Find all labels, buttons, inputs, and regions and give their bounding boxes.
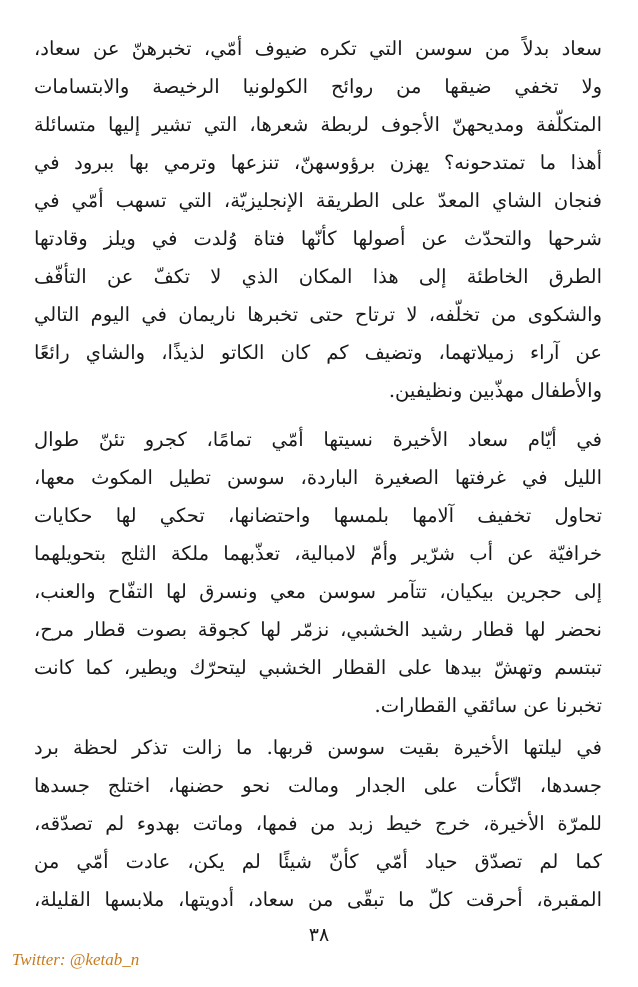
text-line: جسدها، اتّكأت على الجدار ومالت نحو حضنها، اختلج جسدها	[34, 774, 602, 797]
text-line: في أيّام سعاد الأخيرة نسيتها أمّي تمامًا، كجرو تئنّ طوال	[34, 428, 602, 451]
text-line: كما لم تصدّق حياد أمّي كأنّ شيئًا لم يكن، عادت أمّي من	[34, 850, 602, 873]
text-line: سعاد بدلاً من سوسن التي تكره ضيوف أمّي، تخبرهنّ عن سعاد،	[34, 37, 602, 60]
text-line: فنجان الشاي المعدّ على الطريقة الإنجليزيّة، التي تسهب أمّي في	[34, 189, 602, 212]
text-line: المتكلّفة ومديحهنّ الأجوف لربطة شعرها، التي تشير إليها متسائلة	[34, 113, 602, 136]
text-line: تحاول تخفيف آلامها بلمسها واحتضانها، تحكي لها حكايات	[34, 504, 602, 527]
text-line: عن آراء زميلاتهما، وتضيف كم كان الكاتو لذيذًا، والشاي رائعًا	[34, 341, 602, 364]
text-line: خرافيّة عن أب شرّير وأمّ لامبالية، تعذّبهما ملكة الثلج بتحويلهما	[34, 542, 602, 565]
text-line: المقبرة، أحرقت كلّ ما تبقّى من سعاد، أدويتها، ملابسها القليلة،	[34, 888, 602, 911]
text-line: والأطفال مهذّبين ونظيفين.	[388, 379, 602, 402]
text-line: أهذا ما تمتدحونه؟ يهزن برؤوسهنّ، تنزعها وترمي بها ببرود في	[34, 151, 602, 174]
text-line: تبتسم وتهشّ بيدها على القطار الخشبي ليتحرّك ويطير، كما كانت	[34, 656, 602, 679]
page-number: ٣٨	[308, 924, 330, 946]
text-line: نحضر لها قطار رشيد الخشبي، نزمّر لها كجوقة بصوت قطار مرح،	[34, 618, 602, 641]
text-line: شرحها والتحدّث عن أصولها كأنّها فتاة وُلدت في ويلز وقادتها	[34, 227, 602, 250]
paragraph	[34, 729, 602, 919]
watermark: Twitter: @ketab_n	[12, 950, 140, 969]
text-line: في ليلتها الأخيرة بقيت سوسن قربها. ما زالت تذكر لحظة برد	[34, 736, 602, 759]
text-line: ولا تخفي ضيقها من روائح الكولونيا الرخيصة والابتسامات	[34, 75, 602, 98]
paragraph	[34, 421, 602, 725]
text-line: والشكوى من تخلّفه، لا ترتاح حتى تخبرها ناريمان في اليوم التالي	[34, 303, 602, 326]
text-line: الطرق الخاطئة إلى هذا المكان الذي لا تكفّ عن التأفّف	[34, 265, 602, 288]
text-line: إلى حجرين بيكيان، تتآمر سوسن معي ونسرق لها التفّاح والعنب،	[34, 580, 602, 603]
paragraph	[34, 30, 602, 410]
text-line: تخبرنا عن سائقي القطارات.	[374, 694, 602, 717]
text-line: الليل في غرفتها الصغيرة الباردة، سوسن تطيل المكوث معها،	[34, 466, 602, 489]
text-line: للمرّة الأخيرة، خرج خيط زبد من فمها، وماتت بهدوء لم تصدّقه،	[34, 812, 602, 835]
